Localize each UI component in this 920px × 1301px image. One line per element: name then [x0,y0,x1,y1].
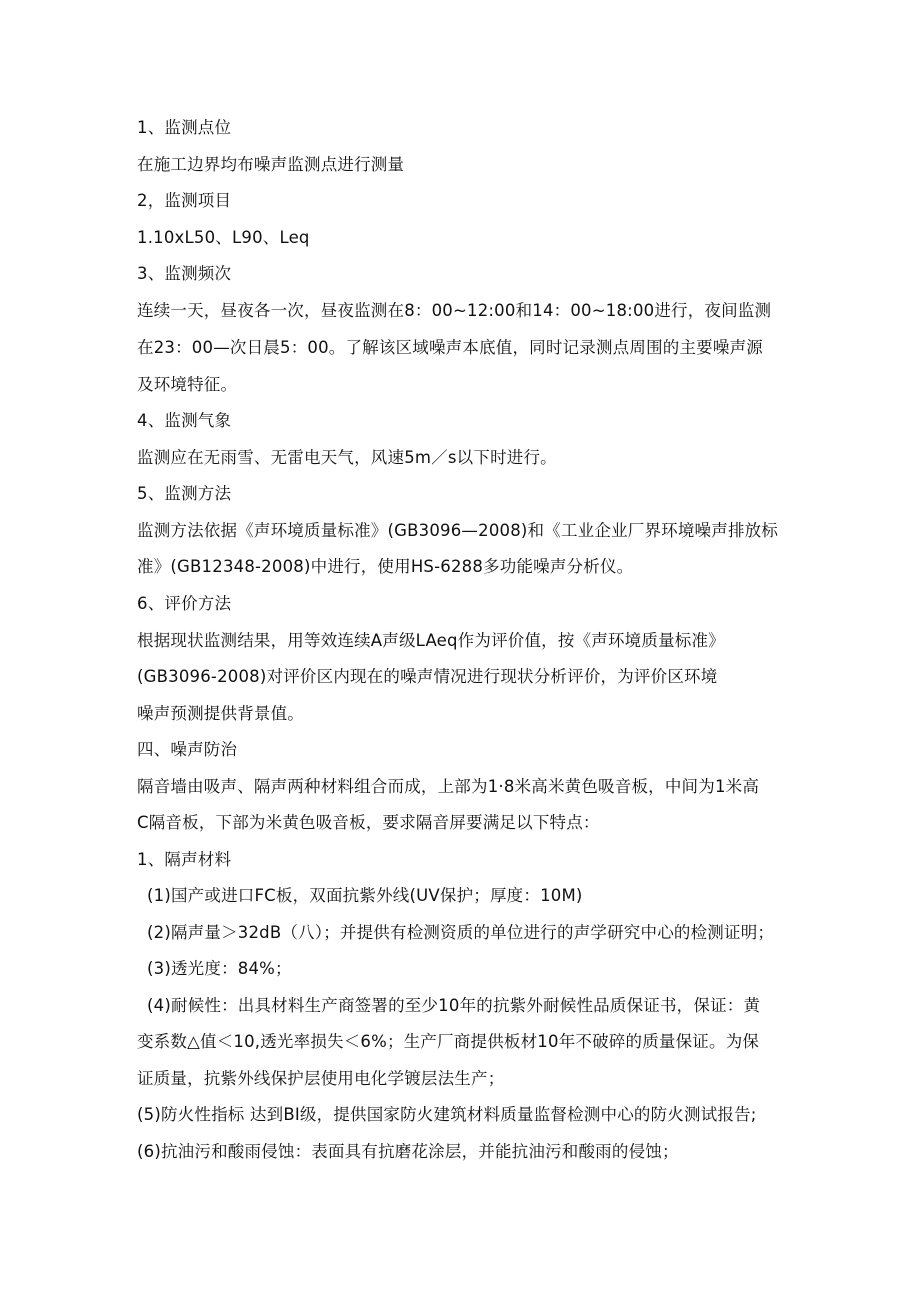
heading-monitoring-points: 1、监测点位 [137,118,232,137]
list-item: (4)耐候性：出具材料生产商签署的至少10年的抗紫外耐候性品质保证书，保证：黄 [147,996,761,1015]
paragraph-line: 根据现状监测结果，用等效连续A声级LAeq作为评价值，按《声环境质量标准》 [137,631,725,650]
paragraph-line: 在施工边界均布噪声监测点进行测量 [137,155,405,174]
paragraph-line: 隔音墙由吸声、隔声两种材料组合而成，上部为1·8米高米黄色吸音板，中间为1米高 [137,777,760,796]
heading-monitoring-weather: 4、监测气象 [137,411,232,430]
heading-monitoring-frequency: 3、监测频次 [137,264,232,283]
paragraph-line: 准》(GB12348-2008)中进行，使用HS-6288多功能噪声分析仪。 [137,557,634,576]
paragraph-line: 连续一天，昼夜各一次，昼夜监测在8：00~12:00和14：00~18:00进行，夜间监测 [137,301,772,320]
list-item: (2)隔声量＞32dB（八）；并提供有检测资质的单位进行的声学研究中心的检测证明； [147,923,775,942]
paragraph-line: 及环境特征。 [137,375,238,394]
paragraph-line: 变系数△值＜10,透光率损失＜6%；生产厂商提供板材10年不破碎的质量保证。为保 [137,1032,760,1051]
heading-evaluation-method: 6、评价方法 [137,594,232,613]
paragraph-line: 在23：00—次日晨5：00。了解该区域噪声本底值，同时记录测点周围的主要噪声源 [137,338,763,357]
list-item: (6)抗油污和酸雨侵蚀：表面具有抗磨花涂层，并能抗油污和酸雨的侵蚀； [137,1142,679,1161]
paragraph-line: 证质量，抗紫外线保护层使用电化学镀层法生产； [137,1069,505,1088]
paragraph-line: 噪声预测提供背景值。 [137,704,304,723]
heading-sound-insulation-material: 1、隔声材料 [137,850,232,869]
list-item: (1)国产或进口FC板，双面抗紫外线(UV保护；厚度：10M) [147,886,583,905]
heading-monitoring-method: 5、监测方法 [137,484,232,503]
section-heading-noise-control: 四、噪声防治 [137,740,238,759]
paragraph-line: 监测应在无雨雪、无雷电天气，风速5m／s以下时进行。 [137,448,557,467]
paragraph-line: 监测方法依据《声环境质量标准》(GB3096—2008)和《工业企业厂界环境噪声排放标 [137,521,779,540]
list-item: (3)透光度：84%； [147,959,292,978]
paragraph-line: C隔音板，下部为米黄色吸音板，要求隔音屏要满足以下特点： [137,813,600,832]
paragraph-line: 1.10xL50、L90、Leq [137,228,310,247]
heading-monitoring-items: 2，监测项目 [137,191,232,210]
paragraph-line: (GB3096-2008)对评价区内现在的噪声情况进行现状分析评价，为评价区环境 [137,667,718,686]
list-item: (5)防火性指标 达到BI级，提供国家防火建筑材料质量监督检测中心的防火测试报告; [137,1105,757,1124]
